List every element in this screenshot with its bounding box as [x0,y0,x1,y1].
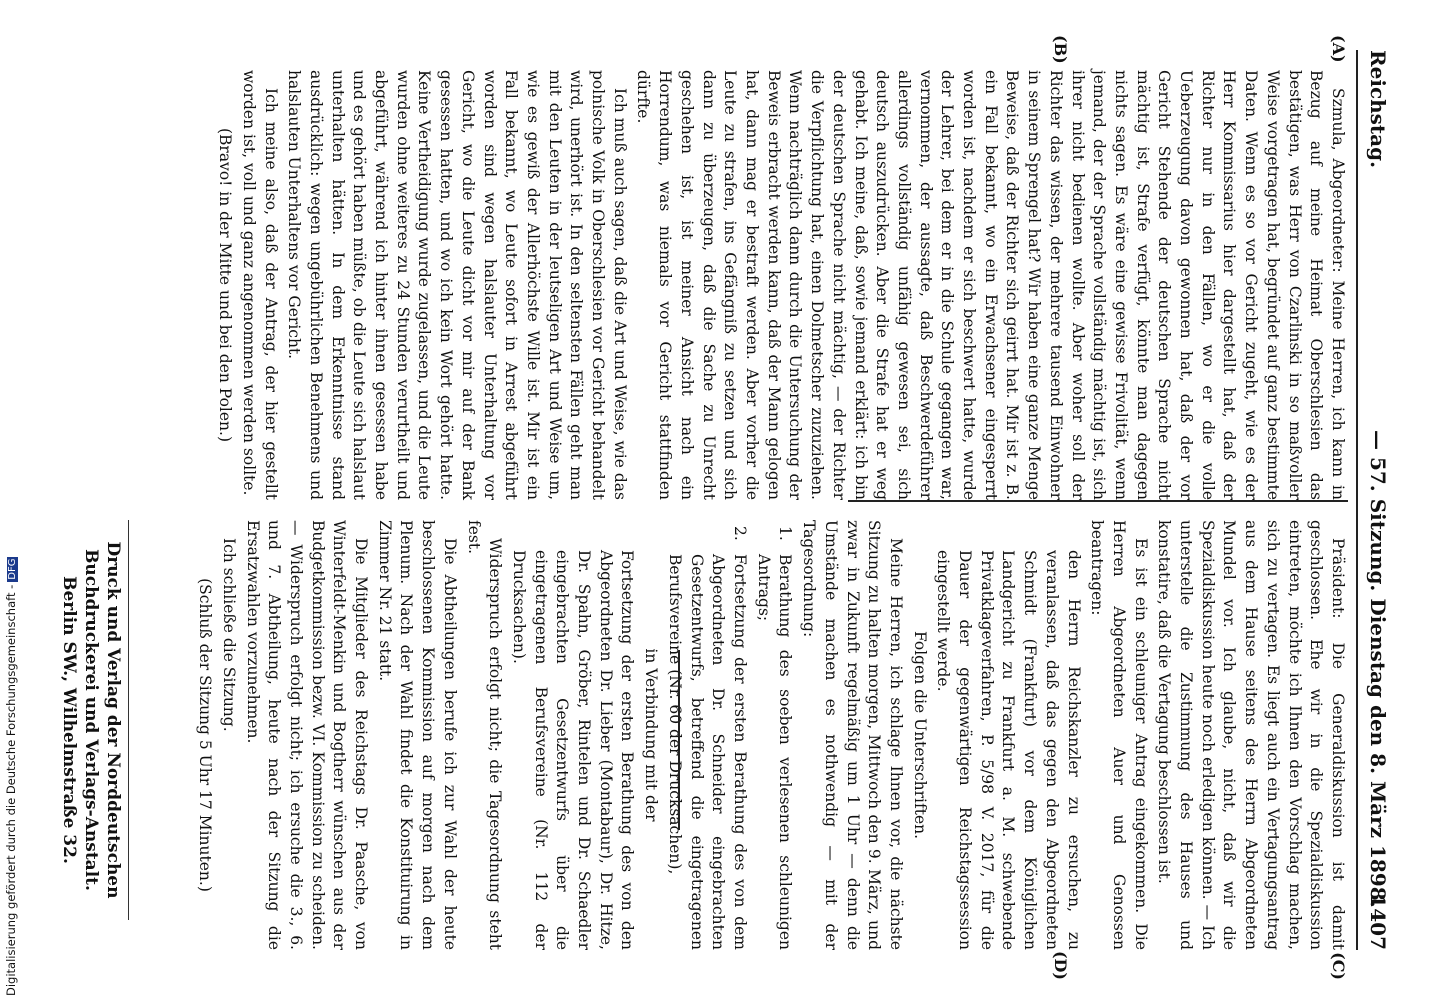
page-number: 1407 [1366,894,1390,950]
agenda-num-2: 2. [731,526,750,541]
closing-statement: Ich schließe die Sitzung. [219,538,238,732]
imprint-line-2: Berlin SW., Wilhelmstraße 32. [59,576,79,864]
urgent-motion: Es ist ein schleuniger Antrag eingekommen. Die Herren Abgeordneten Auer und Genossen beantragen: [1088,520,1150,950]
dfg-side-note [4,557,18,996]
next-sitting: Meine Herren, ich schlage Ihnen vor, die nächste Sitzung zu halten morgen, Mittwoch den 9. März, und zwar in Zukunft regelmäßig um 1 Uhr — denn die Umstände machen es nothwendig — mit der Tagesordnung: [800,520,905,950]
dfg-note-text: Digitalisierung gefördert durch die Deutsche Forschungsgemeinschaft - [4,584,18,996]
section-rule [678,650,680,830]
applause-note: (Bravo! in der Mitte und bei den Polen.) [216,127,235,443]
agenda-continuation: Fortsetzung der ersten Berathung des von den Abgeordneten Dr. Lieber (Montabaur), Dr. Hitze, Dr. Spahn, Gröber, Rintelen und Dr. Schaedler eingebrachten Gesetzentwurfs über die eingetragenen Berufsvereine (Nr. 112 der Drucksachen). [509,550,637,950]
motion-text: den Herrn Reichskanzler zu ersuchen, zu veranlassen, daß das gegen den Abgeordneten Schmidt (Frankfurt) vor dem Königlichen Landgericht zu Frankfurt a. M. schwebende Privatklageverfahren, P. 5/98 V. 2017, für die Dauer der gegenwärtigen Reichstagssession eingestellt werde. [934,550,1083,950]
imprint-rule [128,520,129,920]
imprint-footer-text [58,500,124,940]
szmula-speech: Szmula, Abgeordneter: Meine Herren, ich kann in Bezug auf meine Heimat Oberschlesien das bestätigen, was Herr von Czarlinski in so maßvoller Weise vorgetragen hat, begründet auf ganz bestimmte Daten. Wenn es so vor Gericht zugeht, wie es der Herr Kommissarius hier dargestellt hat, daß der Richter nur in den Fällen, wo er die volle Ueberzeugung davon gewonnen hat, daß der vor Gericht Stehende der deutschen Sprache nicht mächtig ist, Strafe verfügt, könnte man dagegen nichts sagen. Es wäre eine gewisse Frivolität, wenn jemand, der der Sprache vollständig mächtig ist, sich ihrer nicht bedienen wollte. Aber woher soll der Richter das wissen, der mehrere tausend Einwohner in seinem Sprengel hat? Wir haben eine ganze Menge Beweise, daß der Richter sich geirrt hat. Mir ist z. B. ein Fall bekannt, wo ein Erwachsener eingesperrt worden ist, nachdem er sich beschwert hatte, wurde der Lehrer, bei dem er in die Schule gegangen war, vernommen, der aussagte, daß Beschwerdeführer allerdings vollständig unfähig gewesen sei, sich deutsch auszudrücken. Aber die Strafe hat er weg gehabt. Ich meine, daß, sowie jemand erklärt: ich bin der deutschen Sprache nicht mächtig, — der Richter die Verpflichtung hat, einen Dolmetscher zuzuziehen. Wenn nachträglich dann durch die Untersuchung der Beweis erbracht werden kann, daß der Mann gelogen hat, dann mag er bestraft werden. Aber vorher die Leute zu strafen, ins Gefängniß zu setzen und sich dann zu überzeugen, daß die Sache zu Unrecht geschehen ist, ist meiner Ansicht nach ein Horrendum, was niemals vor Gericht stattfinden dürfte. [634,70,1347,500]
imprint-footer [88,490,568,550]
szmula-paragraph-2: Ich muß auch sagen, daß die Art und Weise, wie das polnische Volk in Oberschlesien vor Gericht behandelt wird, unerhört ist. In den seltensten Fällen geht man mit den Leuten in der leutseligen Art und Weise um, wie es gewiß der Allerhöchste Wille ist. Mir ist ein Fall bekannt, wo Leute sofort in Arrest abgeführt worden sind wegen halslauter Unterhaltung vor Gericht, wo die Leute dicht vor mir auf der Bank gesessen hatten, und wo ich kein Wort gehört hatte. Keine Vertheidigung wurde zugelassen, und die Leute wurden ohne weiteres zu 24 Stunden verurtheilt und abgeführt, während ich hinter ihnen gesessen habe und es gehört haben müßte, ob die Leute sich halslaut unterhalten hätten. In dem Erkenntnisse stand ausdrücklich: wegen ungebührlichen Benehmens und halslauten Unterhaltens vor Gericht. [285,70,629,500]
header-session: — 57. Sitzung. Dienstag den 8. März 1898. [1366,430,1390,908]
agenda-item-1 [752,520,795,950]
agenda-item-2 [663,520,750,950]
dfg-logo-icon: DFG [7,558,18,580]
column-divider [848,500,1348,502]
margin-marker-a: (A) [1329,35,1348,63]
members-note: Die Mitglieder des Reichstags Dr. Paasche, von Winterfeldt-Menkin und Bogtherr wünschen aus der Budgetkommission bezw. VI. Kommission zu scheiden. — Widerspruch erfolgt nicht; ich ersuche die 3., 6. und 7. Abtheilung, heute nach der Sitzung die Ersatzwahlen vorzunehmen. [243,520,371,950]
page-header [1356,50,1390,950]
szmula-paragraph-3: Ich meine also, daß der Antrag, der hier gestellt worden ist, voll und ganz angenommen werden sollte. [239,70,280,500]
header-rule [1356,50,1358,950]
agenda-text-2: Fortsetzung der ersten Berathung des von dem Abgeordneten Dr. Schneider eingebrachten Gesetzentwurfs, betreffend die eingetragenen Berufsvereine (Nr. 60 der Drucksachen), [665,554,750,950]
agenda-num-1: 1. [776,526,795,541]
margin-marker-b: (B) [1051,35,1070,64]
agenda-text-1: Berathung des soeben verlesenen schleunigen Antrags; [754,554,795,950]
imprint-line-1: Druck und Verlag der Norddeutschen Buchdruckerei und Verlags-Anstalt. [81,541,123,899]
right-column [191,520,1348,950]
departments-note: Die Abtheilungen berufe ich zur Wahl der heute beschlossenen Kommission auf morgen nach dem Plenum. Nach der Wahl findet die Konstituirung in Zimmer Nr. 21 statt. [375,520,459,950]
left-column [211,70,1348,500]
president-speech: Präsident: Die Generaldiskussion ist damit geschlossen. Ehe wir in die Spezialdiskussion eintreten, möchte ich Ihnen den Vorschlag machen, sich zu vertagen. Es liegt auch ein Vertagungsantrag aus dem Hause seitens des Herrn Abgeordneten Mundel vor. Ich glaube, nicht, daß wir die Spezialdiskussion heute noch erledigen können. — Ich unterstelle die Zustimmung des Hauses und konstatire, daß die Vertagung beschlossen ist. [1155,520,1347,950]
motion-note: Folgen die Unterschriften. [910,630,929,840]
agenda-join: in Verbindung mit der [642,648,661,822]
objection-note: Widerspruch erfolgt nicht; die Tagesordnung steht fest. [464,520,505,950]
margin-marker-d: (D) [1051,950,1070,980]
closing-time: (Schluß der Sitzung 5 Uhr 17 Minuten.) [196,578,215,892]
margin-marker-c: (C) [1329,952,1348,980]
header-title: Reichstag. [1366,50,1390,169]
